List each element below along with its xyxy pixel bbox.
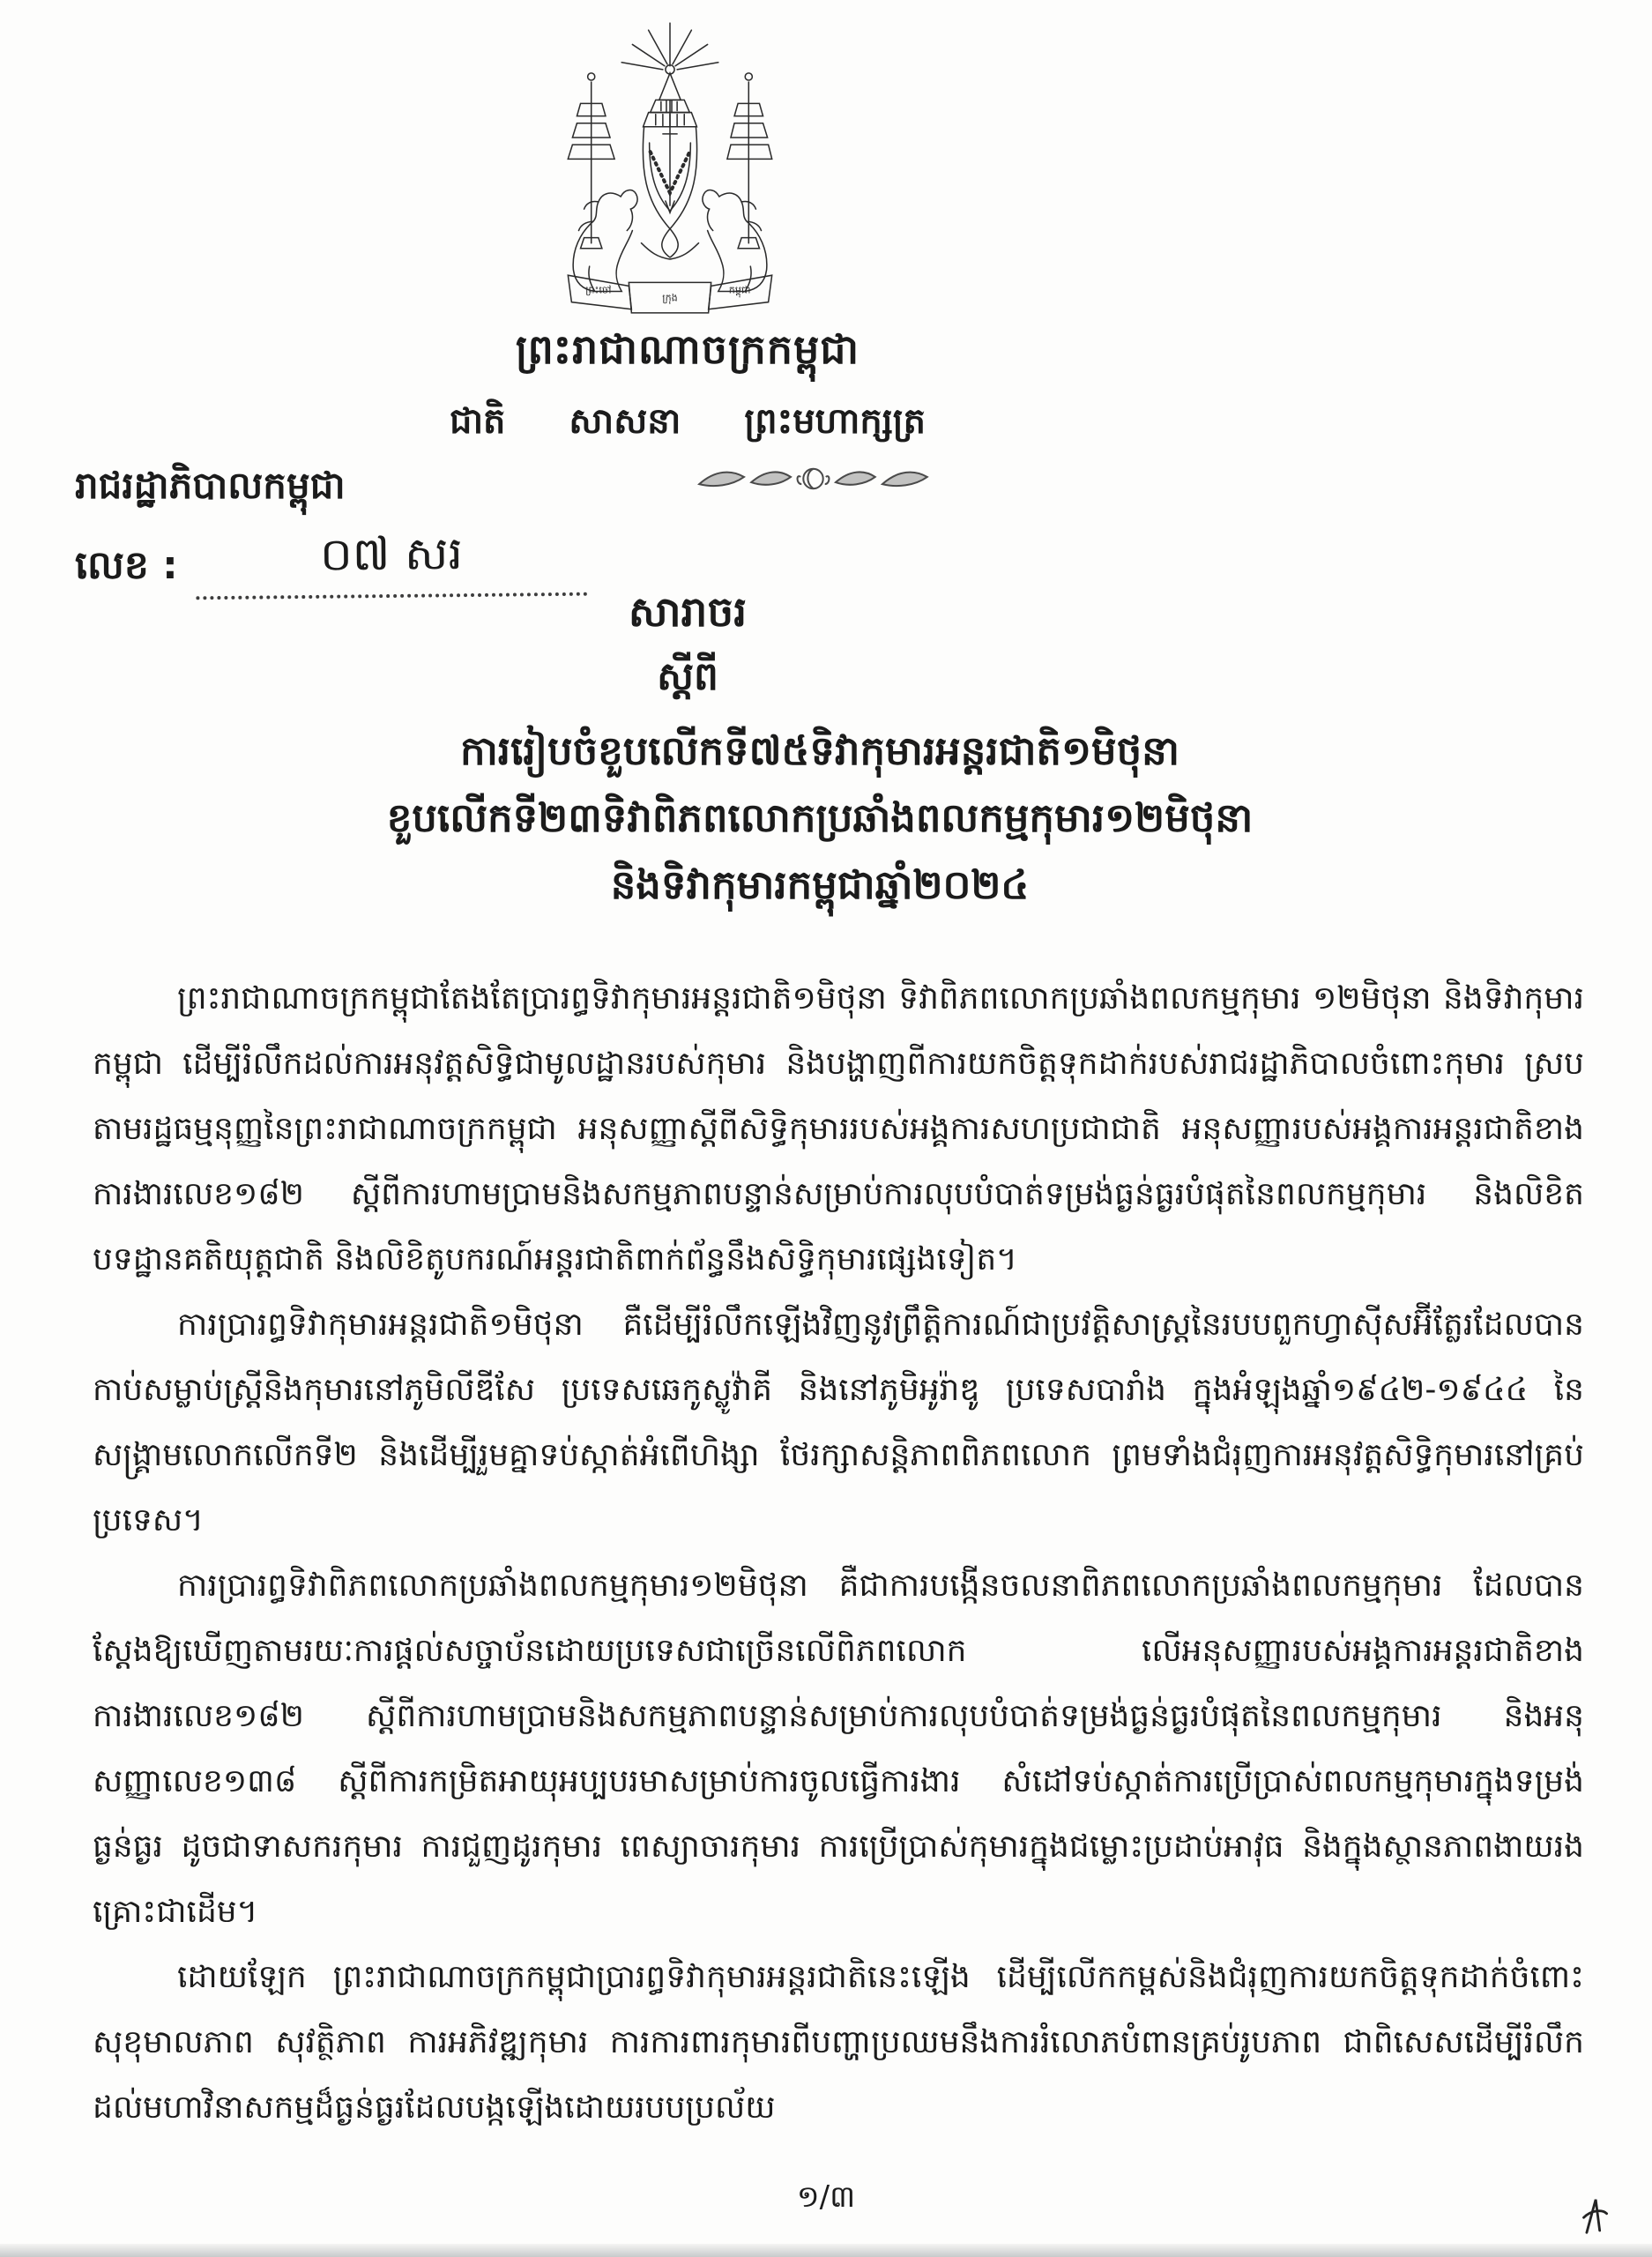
ornamental-divider xyxy=(692,458,934,499)
scan-edge-artifact xyxy=(0,2244,1652,2257)
subject-line-1: ការរៀបចំខួបលើកទី៧៥ទិវាកុមារអន្តរជាតិ១មិថុនា xyxy=(459,727,1180,774)
subject-line-3: និងទិវាកុមារកម្ពុជាឆ្នាំ២០២៤ xyxy=(610,861,1030,908)
paragraph-4: ដោយឡែក ព្រះរាជាណាចក្រកម្ពុជាប្រារព្ធទិវាកុមារអន្តរជាតិនេះឡើង ដើម្បីលើកកម្ពស់និងជំរុញការយកចិត្តទុកដាក់ចំពោះសុខុមាលភាព សុវត្ថិភាព ការអភិវឌ្ឍកុមារ ការការពារកុមារពីបញ្ហាប្រឈមនឹងការរំលោភបំពានគ្រប់រូបភាព ជាពិសេសដើម្បីរំលឹកដល់មហាវិនាសកម្មដ៏ធ្ងន់ធ្ងរដែលបង្កឡើងដោយរបបប្រល័យ xyxy=(93,1959,1584,2126)
document-body xyxy=(93,966,1584,2141)
paragraph-1: ព្រះរាជាណាចក្រកម្ពុជាតែងតែប្រារព្ធទិវាកុមារអន្តរជាតិ១មិថុនា ទិវាពិភពលោកប្រឆាំងពលកម្មកុមារ ១២មិថុនា និងទិវាកុមារកម្ពុជា ដើម្បីរំលឹកដល់ការអនុវត្តសិទ្ធិជាមូលដ្ឋានរបស់កុមារ និងបង្ហាញពីការយកចិត្តទុកដាក់របស់រាជរដ្ឋាភិបាលចំពោះកុមារ ស្របតាមរដ្ឋធម្មនុញ្ញនៃព្រះរាជាណាចក្រកម្ពុជា អនុសញ្ញាស្តីពីសិទ្ធិកុមាររបស់អង្គការសហប្រជាជាតិ អនុសញ្ញារបស់អង្គការអន្តរជាតិខាងការងារលេខ១៨២ ស្តីពីការហាមប្រាមនិងសកម្មភាពបន្ទាន់សម្រាប់ការលុបបំបាត់ទម្រង់ធ្ងន់ធ្ងរបំផុតនៃពលកម្មកុមារ និងលិខិតបទដ្ឋានគតិយុត្តជាតិ និងលិខិតូបករណ៍អន្តរជាតិពាក់ព័ន្ធនឹងសិទ្ធិកុមារផ្សេងទៀត។ xyxy=(93,980,1584,1277)
paragraph-3: ការប្រារព្ធទិវាពិភពលោកប្រឆាំងពលកម្មកុមារ១២មិថុនា គឺជាការបង្កើនចលនាពិភពលោកប្រឆាំងពលកម្មកុមារ ដែលបានស្តែងឱ្យឃើញតាមរយៈការផ្តល់សច្ចាប័នដោយប្រទេសជាច្រើនលើពិភពលោក លើអនុសញ្ញារបស់អង្គការអន្តរជាតិខាងការងារលេខ១៨២ ស្តីពីការហាមប្រាមនិងសកម្មភាពបន្ទាន់សម្រាប់ការលុបបំបាត់ទម្រង់ធ្ងន់ធ្ងរបំផុតនៃពលកម្មកុមារ និងអនុសញ្ញាលេខ១៣៨ ស្តីពីការកម្រិតអាយុអប្បបរមាសម្រាប់ការចូលធ្វើការងារ សំដៅទប់ស្កាត់ការប្រើប្រាស់ពលកម្មកុមារក្នុងទម្រង់ធ្ងន់ធ្ងរ ដូចជាទាសករកុមារ ការជួញដូរកុមារ ពេស្យាចារកុមារ ការប្រើប្រាស់កុមារក្នុងជម្លោះប្រដាប់អាវុធ និងក្នុងស្ថានភាពងាយរងគ្រោះជាដើម។ xyxy=(93,1568,1584,1930)
emblem-banner-word-center: ក្រុង xyxy=(662,292,678,304)
government-name: រាជរដ្ឋាភិបាលកម្ពុជា xyxy=(75,464,346,507)
subject-title-block xyxy=(79,718,1560,919)
national-motto xyxy=(0,399,1375,451)
motto-word-king: ព្រះមហាក្សត្រ xyxy=(744,401,926,442)
kingdom-title: ព្រះរាជាណាចក្រកម្ពុជា xyxy=(515,325,860,373)
document-type-title: សារាចរ xyxy=(628,588,748,637)
royal-arms-emblem xyxy=(533,18,807,322)
paraph-mark xyxy=(1580,2195,1610,2236)
page-number: ១/៣ xyxy=(796,2179,856,2215)
emblem-banner-word-right: កម្ពុជា xyxy=(728,284,751,296)
document-number-value: ០៧ សរ xyxy=(195,524,587,600)
paragraph-2: ការប្រារព្ធទិវាកុមារអន្តរជាតិ១មិថុនា គឺដើម្បីរំលឹកឡើងវិញនូវព្រឹត្តិការណ៍ជាប្រវត្តិសាស្ត្រនៃរបបពួកហ្វាស៊ីសអ៊ីត្លែរដែលបានកាប់សម្លាប់ស្ត្រីនិងកុមារនៅភូមិលីឌីសែ ប្រទេសឆេកូស្លូវ៉ាគី និងនៅភូមិអូរ៉ាឌូ ប្រទេសបារាំង ក្នុងអំឡុងឆ្នាំ១៩៤២-១៩៤៤ នៃសង្គ្រាមលោកលើកទី២ និងដើម្បីរួមគ្នាទប់ស្កាត់អំពើហិង្សា ថែរក្សាសន្តិភាពពិភពលោក ព្រមទាំងជំរុញការអនុវត្តសិទ្ធិកុមារនៅគ្រប់ប្រទេស។ xyxy=(93,1307,1584,1538)
subject-label: ស្តីពី xyxy=(657,654,718,699)
emblem-banner-word-left: ព្រះចៅ xyxy=(585,284,612,296)
document-number-label: លេខ : xyxy=(75,543,178,588)
subject-line-2: ខួបលើកទី២៣ទិវាពិភពលោកប្រឆាំងពលកម្មកុមារ១២មិថុនា xyxy=(386,794,1254,841)
motto-word-nation: ជាតិ xyxy=(449,401,506,442)
motto-word-religion: សាសនា xyxy=(569,401,681,442)
